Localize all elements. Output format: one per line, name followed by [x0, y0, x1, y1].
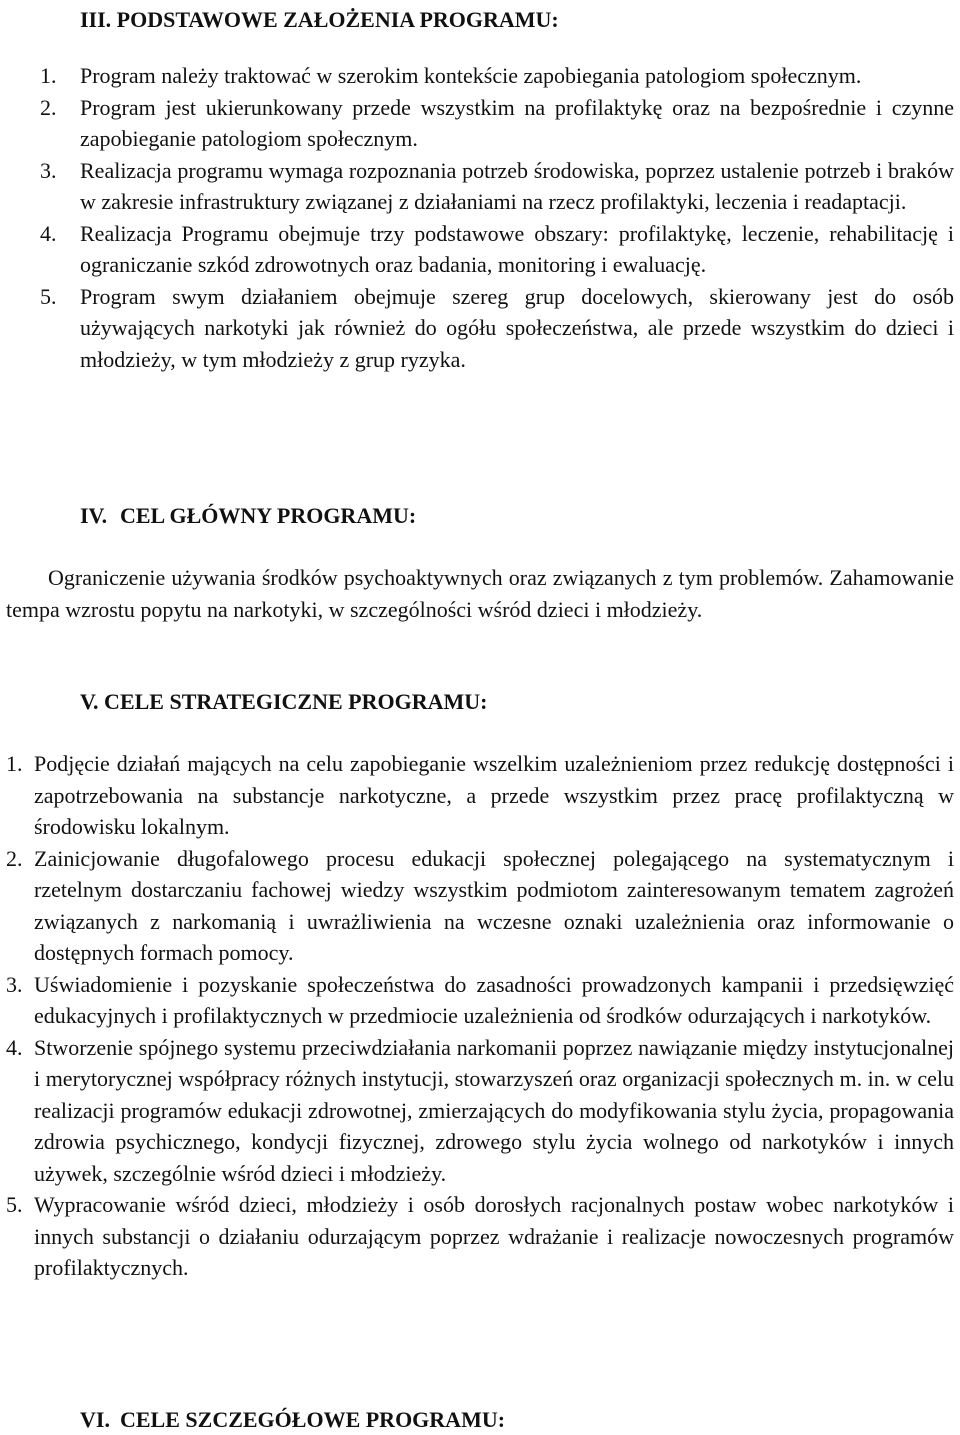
list-item — [6, 1032, 954, 1190]
list-item-number: 2. — [6, 845, 23, 871]
list-item — [40, 155, 954, 218]
list-item-text: Uświadomienie i pozyskanie społeczeństwa do zasadności prowadzonych kampanii i przedsięwzięć edukacyjnych i profilaktycznych w przedmiocie uzależnienia od środków odurzających i narkotyków. — [34, 971, 954, 1028]
list-item-number: 3. — [6, 971, 23, 997]
list-item — [6, 1189, 954, 1284]
list-item-text: Stworzenie spójnego systemu przeciwdziałania narkomanii poprzez nawiązanie między instytucjonalnej i merytorycznej współpracy różnych instytucji, stowarzyszeń oraz organizacji społecznych m. in. w celu realizacji programów edukacji zdrowotnej, zmierzających do modyfikowania stylu życia, propagowania zdrowia psychicznego, kondycji fizycznej, zdrowego stylu życia wolnego od narkotyków i innych używek, szczególnie wśród dzieci i młodzieży. — [34, 1034, 954, 1186]
list-item-text: Realizacja Programu obejmuje trzy podstawowe obszary: profilaktykę, leczenie, rehabilitację i ograniczanie szkód zdrowotnych oraz badania, monitoring i ewaluację. — [80, 220, 954, 277]
list-item — [40, 60, 954, 92]
section-4-number: IV. — [80, 503, 108, 528]
list-item — [40, 218, 954, 281]
list-item-text: Program swym działaniem obejmuje szereg grup docelowych, skierowany jest do osób używających narkotyki jak również do ogółu społeczeństwa, ale przede wszystkim do dzieci i młodzieży, w tym młodzieży z grup ryzyka. — [80, 283, 954, 372]
list-item — [40, 92, 954, 155]
list-item-number: 5. — [6, 1192, 23, 1217]
section-3-list — [40, 60, 954, 375]
section-3-heading: III. PODSTAWOWE ZAŁOŻENIA PROGRAMU: — [80, 7, 559, 32]
list-item-number: 1. — [6, 751, 23, 776]
list-item-text: Program należy traktować w szerokim kontekście zapobiegania patologiom społecznym. — [80, 63, 862, 88]
section-4-paragraph: Ograniczenie używania środków psychoaktywnych oraz związanych z tym problemów. Zahamowanie tempa wzrostu popytu na narkotyki, w szczególności wśród dzieci i młodzieży. — [6, 565, 954, 622]
list-item-number: 1. — [40, 63, 57, 88]
section-5-list — [6, 748, 954, 1284]
list-item-number: 2. — [40, 94, 57, 120]
list-item — [6, 843, 954, 969]
section-4-title: CEL GŁÓWNY PROGRAMU: — [120, 503, 417, 528]
section-5-heading: V. CELE STRATEGICZNE PROGRAMU: — [80, 689, 488, 714]
list-item-number: 4. — [40, 220, 57, 246]
list-item — [6, 748, 954, 843]
list-item-number: 5. — [40, 283, 57, 309]
list-item-number: 4. — [6, 1034, 23, 1060]
list-item-text: Podjęcie działań mających na celu zapobieganie wszelkim uzależnieniom przez redukcję dostępności i zapotrzebowania na substancje narkotyczne, a przede wszystkim przez pracę profilaktyczną w środowisku lokalnym. — [34, 751, 954, 839]
list-item-text: Zainicjowanie długofalowego procesu edukacji społecznej polegającego na systematycznym i rzetelnym dostarczaniu fachowej wiedzy wszystkim podmiotom zainteresowanym tematem zagrożeń związanych z narkomanią i uwrażliwienia na wczesne oznaki uzależnienia oraz informowanie o dostępnych formach pomocy. — [34, 845, 954, 965]
list-item — [40, 281, 954, 376]
list-item-number: 3. — [40, 157, 57, 183]
list-item — [6, 969, 954, 1032]
section-4-heading — [80, 500, 416, 531]
section-6-title: CELE SZCZEGÓŁOWE PROGRAMU: — [120, 1407, 506, 1432]
list-item-text: Program jest ukierunkowany przede wszystkim na profilaktykę oraz na bezpośrednie i czynne zapobieganie patologiom społecznym. — [80, 94, 954, 151]
list-item-text: Realizacja programu wymaga rozpoznania potrzeb środowiska, poprzez ustalenie potrzeb i braków w zakresie infrastruktury związanej z działaniami na rzecz profilaktyki, leczenia i readaptacji. — [80, 157, 954, 214]
section-6-heading — [80, 1404, 505, 1435]
section-6-number: VI. — [80, 1407, 110, 1432]
list-item-text: Wypracowanie wśród dzieci, młodzieży i osób dorosłych racjonalnych postaw wobec narkotyków i innych substancji o działaniu odurzającym poprzez wdrażanie i realizacje nowoczesnych programów profilaktycznych. — [34, 1192, 954, 1280]
